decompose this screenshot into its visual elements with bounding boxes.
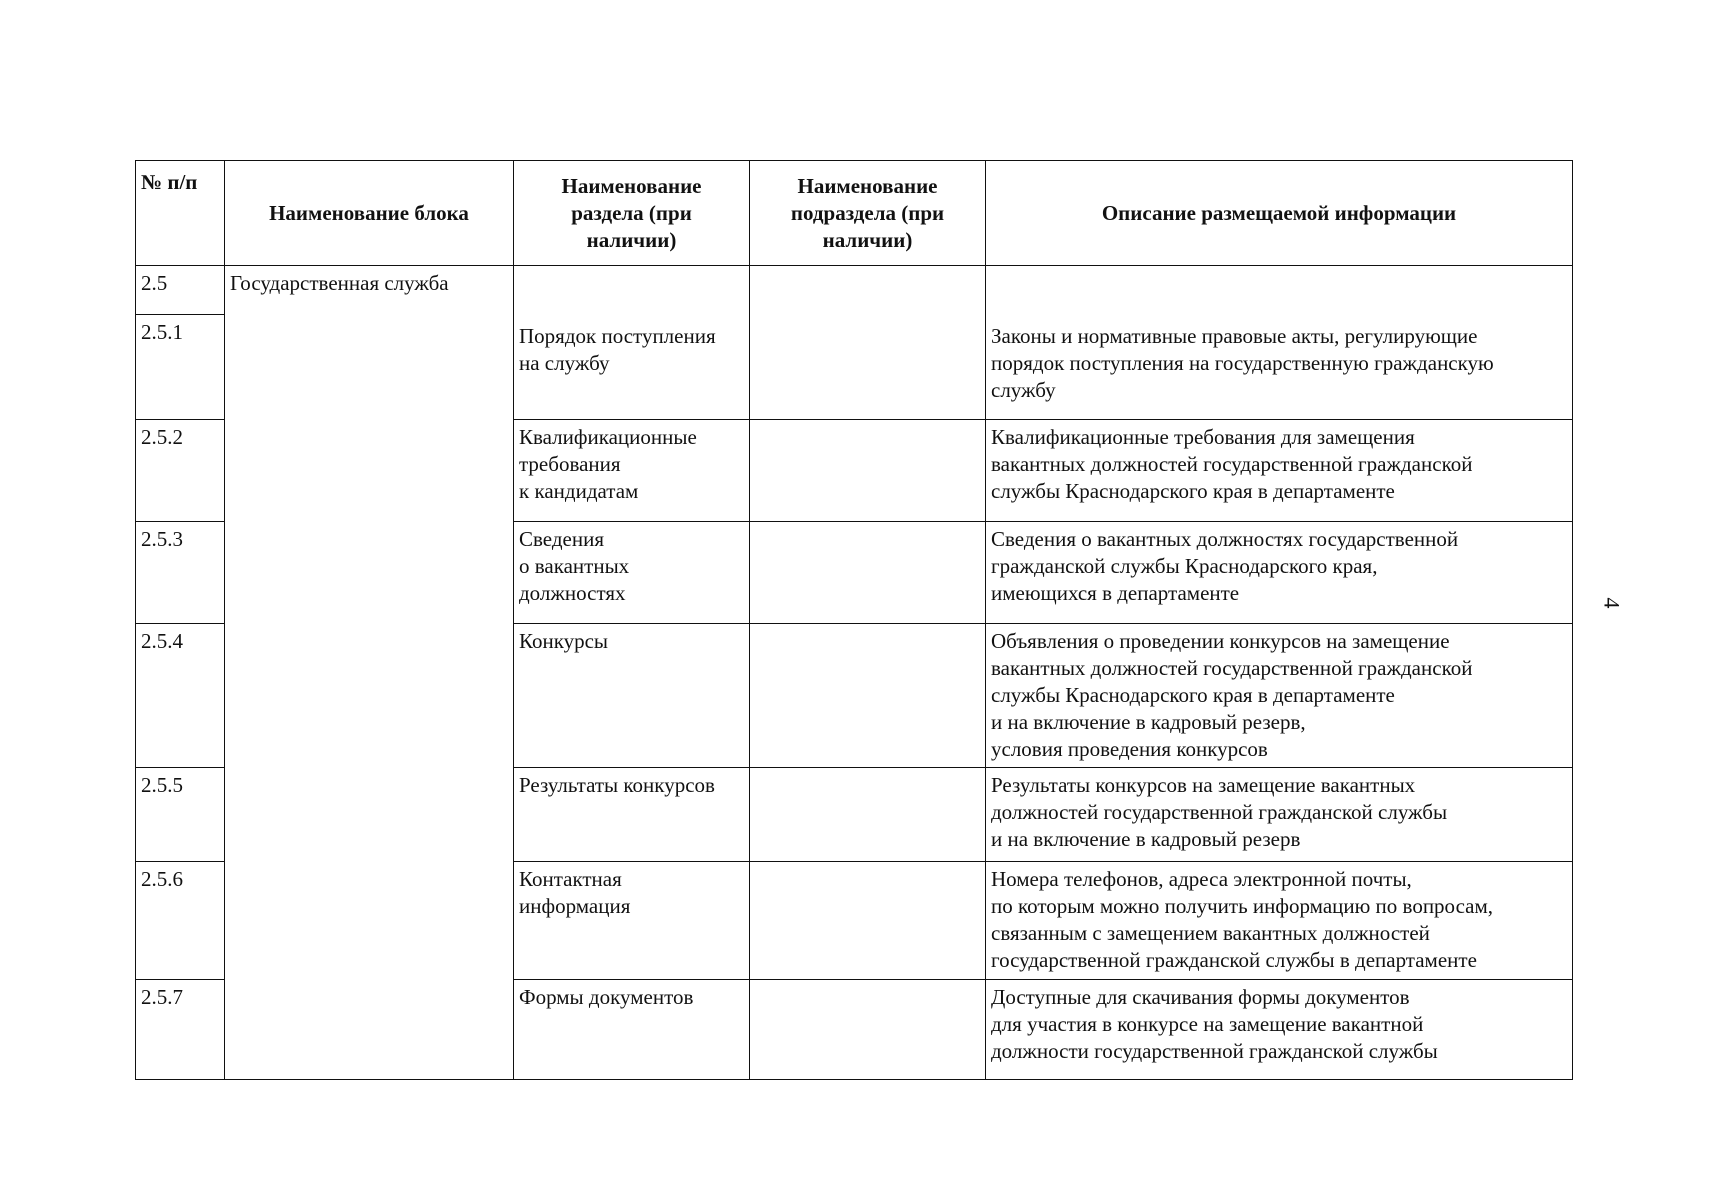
- block-name: Государственная служба: [225, 266, 514, 1080]
- subsection-cell: [750, 861, 986, 979]
- description-cell: Квалификационные требования для замещения вакантных должностей государственной гражданской службы Краснодарского края в департаменте: [986, 419, 1573, 521]
- description-cell: Объявления о проведении конкурсов на замещение вакантных должностей государственной гражданской службы Краснодарского края в департаменте и на включение в кадровый резерв, условия проведения конкурсов: [986, 623, 1573, 767]
- subsection-cell: [750, 623, 986, 767]
- row-number: 2.5.4: [136, 623, 225, 767]
- section-cell: Формы документов: [514, 979, 750, 1079]
- header-block: Наименование блока: [225, 161, 514, 266]
- description-cell: Номера телефонов, адреса электронной почты, по которым можно получить информацию по вопросам, связанным с замещением вакантных должностей государственной гражданской службы в департаменте: [986, 861, 1573, 979]
- section-cell: Конкурсы: [514, 623, 750, 767]
- section-cell: Порядок поступления на службу: [514, 315, 750, 420]
- table-row-block: [136, 266, 1573, 315]
- section-cell: Сведения о вакантных должностях: [514, 521, 750, 623]
- subsection-cell: [750, 979, 986, 1079]
- section-cell: Контактная информация: [514, 861, 750, 979]
- section-cell: Результаты конкурсов: [514, 767, 750, 861]
- subsection-cell: [750, 419, 986, 521]
- subsection-cell: [750, 266, 986, 315]
- row-number: 2.5.3: [136, 521, 225, 623]
- row-number: 2.5.7: [136, 979, 225, 1079]
- row-number: 2.5.6: [136, 861, 225, 979]
- subsection-cell: [750, 767, 986, 861]
- header-description: Описание размещаемой информации: [986, 161, 1573, 266]
- section-cell: Квалификационные требования к кандидатам: [514, 419, 750, 521]
- page-number: 4: [1599, 597, 1625, 609]
- description-cell: Сведения о вакантных должностях государственной гражданской службы Краснодарского края, имеющихся в департаменте: [986, 521, 1573, 623]
- row-number: 2.5.2: [136, 419, 225, 521]
- header-subsection: Наименование подраздела (при наличии): [750, 161, 986, 266]
- row-number: 2.5.5: [136, 767, 225, 861]
- subsection-cell: [750, 521, 986, 623]
- row-number: 2.5: [136, 266, 225, 315]
- description-cell: [986, 266, 1573, 315]
- description-cell: Законы и нормативные правовые акты, регулирующие порядок поступления на государственную гражданскую службу: [986, 315, 1573, 420]
- table-header-row: [136, 161, 1573, 266]
- description-cell: Доступные для скачивания формы документов для участия в конкурсе на замещение вакантной должности государственной гражданской службы: [986, 979, 1573, 1079]
- description-cell: Результаты конкурсов на замещение вакантных должностей государственной гражданской службы и на включение в кадровый резерв: [986, 767, 1573, 861]
- header-section: Наименование раздела (при наличии): [514, 161, 750, 266]
- row-number: 2.5.1: [136, 315, 225, 420]
- subsection-cell: [750, 315, 986, 420]
- header-number: № п/п: [136, 161, 225, 266]
- section-cell: [514, 266, 750, 315]
- information-table: [135, 160, 1573, 1080]
